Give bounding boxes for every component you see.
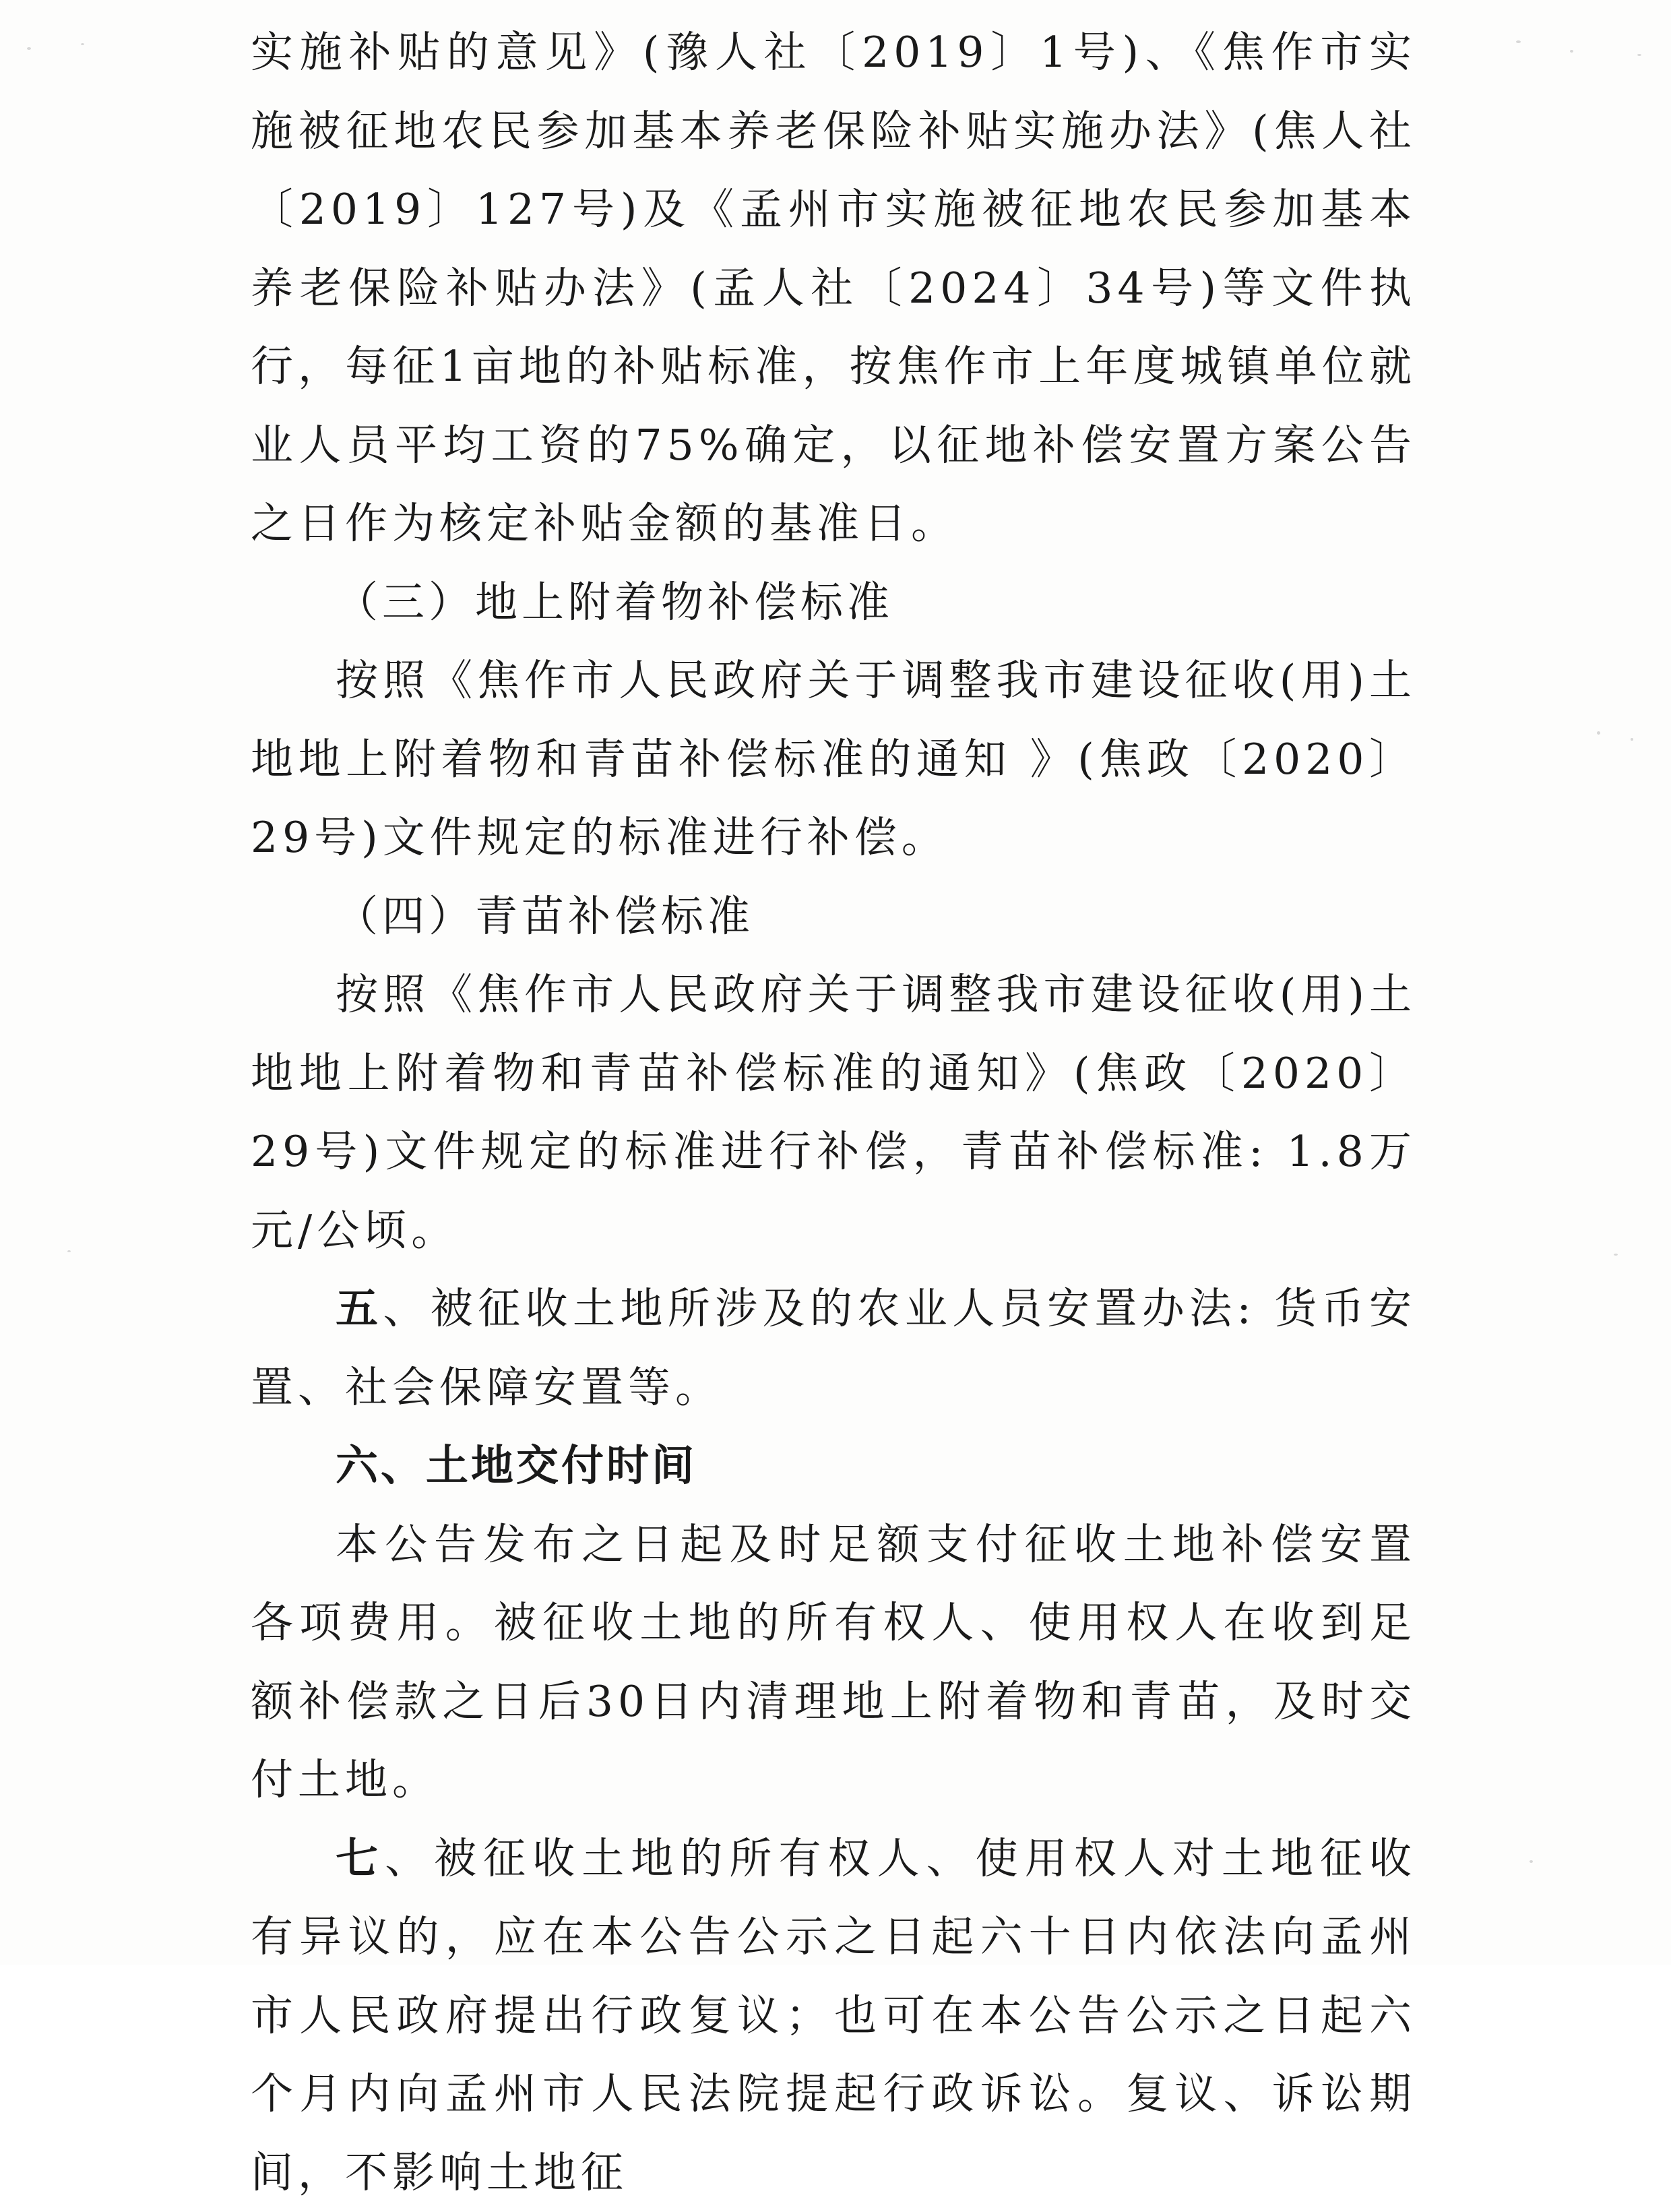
scan-speck bbox=[81, 43, 84, 45]
scan-speck bbox=[1614, 1254, 1618, 1256]
paragraph-land-delivery-time: 本公告发布之日起及时足额支付征收土地补偿安置各项费用。被征收土地的所有权人、使用权人在收到足额补偿款之日后30日内清理地上附着物和青苗，及时交付土地。 bbox=[251, 1506, 1416, 1820]
section-5-number: 五 bbox=[336, 1284, 383, 1333]
heading-attachment-compensation: （三）地上附着物补偿标准 bbox=[251, 563, 1416, 642]
section-5-resettlement bbox=[251, 1270, 1416, 1427]
scan-speck bbox=[1597, 731, 1600, 735]
paragraph-subsidy-standard: 实施补贴的意见》(豫人社〔2019〕1号)、《焦作市实施被征地农民参加基本养老保险补贴实施办法》(焦人社〔2019〕127号)及《孟州市实施被征地农民参加基本养老保险补贴办法》(孟人社〔2024〕34号)等文件执行，每征1亩地的补贴标准，按焦作市上年度城镇单位就业人员平均工资的75%确定，以征地补偿安置方案公告之日作为核定补贴金额的基准日。 bbox=[251, 13, 1416, 563]
scan-speck bbox=[1637, 54, 1641, 56]
scan-speck bbox=[1530, 1860, 1533, 1863]
heading-land-delivery-time: 六、土地交付时间 bbox=[251, 1427, 1416, 1506]
scan-speck bbox=[27, 47, 31, 50]
section-7-text: 、被征收土地的所有权人、使用权人对土地征收有异议的，应在本公告公示之日起六十日内依法向孟州市人民政府提出行政复议；也可在本公告公示之日起六个月内向孟州市人民法院提起行政诉讼。复议、诉讼期间，不影响土地征 bbox=[251, 1834, 1416, 2197]
section-7-objection bbox=[251, 1820, 1416, 2212]
heading-crop-compensation: （四）青苗补偿标准 bbox=[251, 878, 1416, 956]
section-7-number: 七 bbox=[336, 1834, 385, 1883]
section-5-text: 、被征收土地所涉及的农业人员安置办法: 货币安置、社会保障安置等。 bbox=[251, 1284, 1416, 1412]
scan-speck bbox=[1570, 50, 1573, 53]
scan-speck bbox=[67, 1250, 71, 1252]
paragraph-crop-compensation: 按照《焦作市人民政府关于调整我市建设征收(用)土地地上附着物和青苗补偿标准的通知》(焦政〔2020〕29号)文件规定的标准进行补偿，青苗补偿标准: 1.8万元/公顷。 bbox=[251, 956, 1416, 1270]
scan-speck bbox=[1516, 40, 1521, 43]
document-body bbox=[251, 13, 1416, 2212]
scan-speck bbox=[1631, 738, 1633, 741]
paragraph-attachment-compensation: 按照《焦作市人民政府关于调整我市建设征收(用)土地地上附着物和青苗补偿标准的通知 》(焦政〔2020〕29号)文件规定的标准进行补偿。 bbox=[251, 642, 1416, 878]
